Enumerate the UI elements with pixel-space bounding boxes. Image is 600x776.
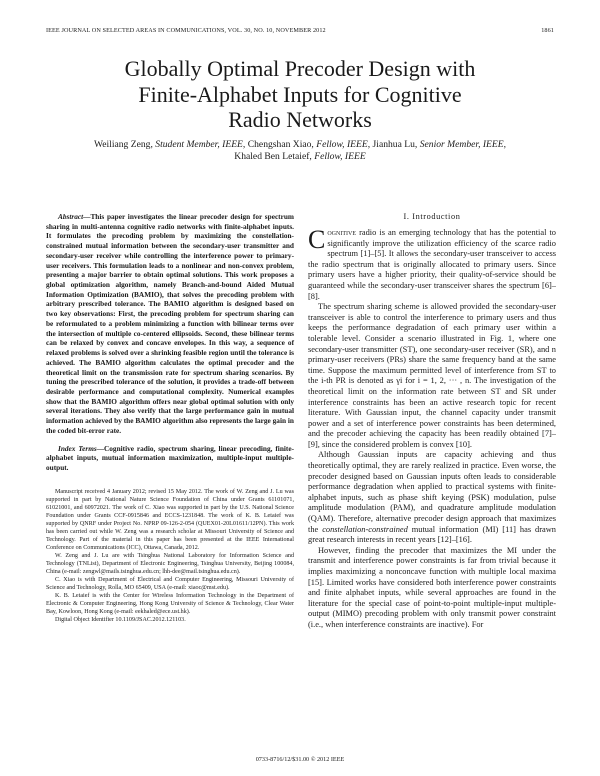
author-role: Fellow, IEEE	[314, 151, 366, 163]
author-list	[50, 139, 550, 164]
left-column	[46, 212, 294, 624]
emphasis-text: constellation-constrained	[322, 524, 408, 534]
index-terms	[46, 444, 294, 473]
journal-name: IEEE JOURNAL ON SELECTED AREAS IN COMMUNICATIONS, VOL. 30, NO. 10, NOVEMBER 2012	[46, 27, 326, 34]
footnote-affiliation: K. B. Letaief is with the Center for Wireless Information Technology in the Department of Electronic & Computer Engineering, Hong Kong University of Science & Technology, Clear Water Bay, Kowloon, Hong Kong (e-mail: eekhaled@ece.ust.hk).	[46, 593, 294, 616]
running-header	[46, 27, 554, 34]
intro-paragraph-text: Although Gaussian inputs are capacity achieving and thus theoretically optimal, they are rarely realized in practice. Even worse, the precoder designed based on Gaussian inputs often leads to considerable performance degradation when applied to practical systems with finite-alphabet inputs, such as phase shift keying (PSK) modulation, pulse amplitude modulation (PAM), and quadrature amplitude modulation (QAM). Therefore, alternative precoder design approach that maximizes the	[308, 450, 556, 534]
footnote-affiliation: C. Xiao is with Department of Electrical and Computer Engineering, Missouri University of Science and Technology, Rolla, MO 65409, USA (e-mail: xiaoc@mst.edu).	[46, 577, 294, 592]
intro-paragraph	[308, 450, 556, 545]
author-role: Fellow, IEEE,	[316, 139, 371, 150]
index-terms-text: —Cognitive radio, spectrum sharing, linear precoding, finite-alphabet inputs, mutual information maximization, multiple-input multiple-output.	[46, 443, 294, 472]
footnote-manuscript: Manuscript received 4 January 2012; revised 15 May 2012. The work of W. Zeng and J. Lu was supported in part by National Nature Science Foundation of China under Grants 61101071, 61021001, and 60972021. The work of C. Xiao was supported in part by the U.S. National Science Foundation under Grants CCF-0915846 and ECCS-1231848. The work of K. B. Letaief was supported by QNRF under Project No. NPRP 09-126-2-054 (QUEX01-20L01611/12PN). This work has been carried out while W. Zeng was a research scholar at Missouri University of Science and Technology. Part of the material in this paper has been presented at the IEEE International Conference on Communications (ICC), Ottawa, Canada, 2012.	[46, 488, 294, 552]
abstract	[46, 212, 294, 436]
author-role: Student Member, IEEE,	[155, 139, 246, 150]
drop-cap: C	[308, 225, 326, 254]
footnotes	[46, 488, 294, 625]
footnote-doi: Digital Object Identifier 10.1109/JSAC.2012.121103.	[55, 617, 186, 624]
title-line: Finite-Alphabet Inputs for Cognitive	[138, 81, 462, 107]
abstract-label: Abstract	[58, 212, 84, 221]
intro-paragraph	[308, 225, 556, 302]
paper-title	[60, 56, 540, 133]
page-number: 1861	[541, 27, 554, 34]
author-name: Khaled Ben Letaief,	[234, 151, 312, 163]
right-column	[308, 212, 556, 631]
intro-paragraph-text: mutual information (MI) [11] has drawn great research interests in recent years [12]–[16].	[308, 524, 556, 545]
copyright-footer: 0733-8716/12/$31.00 © 2012 IEEE	[255, 756, 345, 763]
title-line: Globally Optimal Precoder Design with	[124, 56, 476, 81]
intro-first-word: ognitive	[327, 228, 357, 237]
author-name: Chengshan Xiao,	[247, 139, 314, 150]
author-name: Jianhua Lu,	[372, 139, 418, 150]
intro-paragraph: The spectrum sharing scheme is allowed provided the secondary-user transceiver is able to control the interference to primary users and thus keeps the performance degradation of each primary user within a tolerable level. Consider a scenario illustrated in Fig. 1, where one secondary-user transmitter (ST), one secondary-user receiver (SR), and n primary-user receivers (PRs) share the same frequency band at the same time. Suppose the maximum permitted level of interference from ST to the i-th PR is denoted as γi for i = 1, 2, ··· , n. The investigation of the theoretical limit on the information rate between ST and SR under interference constraints has been an active research topic for recent literature. With Gaussian input, the channel capacity under transmit power and a set of interference power constraints has been determined, and the precoder achieving the capacity has been readily obtained [7]–[9], since the considered problem is convex [10].	[308, 302, 556, 449]
index-terms-label: Index Terms	[58, 443, 97, 453]
title-line: Radio Networks	[228, 107, 372, 132]
author-role: Senior Member, IEEE,	[419, 139, 507, 150]
intro-paragraph-text: radio is an emerging technology that has the potential to significantly improve the utilization efficiency of the scarce radio spectrum [1]–[5]. It allows the secondary-user transceiver to access the radio spectrum that is originally allocated to primary users. Since primary users have a higher priority, their quality-of-service should be guaranteed while the secondary-user transceiver shares the spectrum [6]–[8].	[308, 228, 556, 301]
abstract-text: —This paper investigates the linear precoder design for spectrum sharing in multi-antenna cognitive radio networks with finite-alphabet inputs. It formulates the precoding problem by maximizing the constellation-constrained mutual information between the secondary-user transmitter and secondary-user receiver while controlling the interference power to primary-user receivers. This formulation leads to a nonlinear and non-convex problem, presenting a major barrier to obtain optimal solutions. This work proposes a global optimization algorithm, namely Branch-and-bound Aided Mutual Information Optimization (BAMIO), that solves the precoding problem with arbitrary prescribed tolerance. The BAMIO algorithm is designed based on two key observations: First, the precoding problem for spectrum sharing can be reformulated to a problem minimizing a function with bilinear terms over the intersection of multiple co-centered ellipsoids. Second, these bilinear terms can be relaxed by convex and concave envelopes. In this way, a sequence of relaxed problems is solved over a shrinking feasible region until the tolerance is achieved. The BAMIO algorithm calculates the optimal precoder and the theoretical limit on the transmission rate for spectrum sharing scenarios. By tuning the prescribed tolerance of the solution, it provides a trade-off between desirable performance and computational complexity. Numerical examples show that the BAMIO algorithm offers near global optimal solution with only several iterations. They also verify that the large performance gain in mutual information achieved by the BAMIO algorithm also represents the large gain in the coded bit-error rate.	[46, 212, 294, 435]
author-name: Weiliang Zeng,	[93, 139, 153, 150]
intro-paragraph: However, finding the precoder that maximizes the MI under the transmit and interference power constraints is far from trivial because it implies maximizing a nonconcave function with multiple local maxima [15]. Limited works have considered both interference power constraints and finite alphabet inputs, while several approaches are found in the literature for the special case of point-to-point multiple-input multiple-output (MIMO) precoding problem with only transmit power constraint (i.e., when interference constraints are inactive). For	[308, 545, 556, 629]
footnote-affiliation: W. Zeng and J. Lu are with Tsinghua National Laboratory for Information Science and Technology (TNList), Department of Electronic Engineering, Tsinghua University, Beijing 100084, China (e-mail: zengwl@mails.tsinghua.edu.cn; lhh-dee@mail.tsinghua.edu.cn).	[46, 553, 294, 576]
section-heading: I. Introduction	[403, 212, 461, 221]
